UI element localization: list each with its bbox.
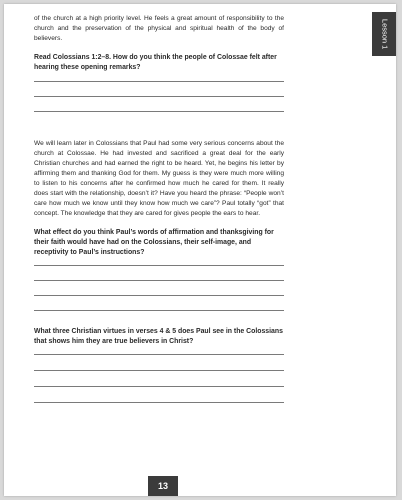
paragraph-intro: of the church at a high priority level. He feels a great amount of responsibility to the church and the preservation of the physical and spiritual health of the body of believers. xyxy=(34,15,284,42)
question-2: What effect do you think Paul’s words of affirmation and thanksgiving for their faith would have had on the Colossians, their self-image, and receptivity to Paul’s instructions? xyxy=(34,229,274,256)
answer-lines-1 xyxy=(34,81,284,112)
answer-line[interactable] xyxy=(34,295,284,296)
question-1: Read Colossians 1:2–8. How do you think the people of Colossae felt after hearing these opening remarks? xyxy=(34,54,277,71)
answer-line[interactable] xyxy=(34,81,284,82)
answer-line[interactable] xyxy=(34,354,284,355)
answer-line[interactable] xyxy=(34,265,284,266)
answer-line[interactable] xyxy=(34,280,284,281)
answer-line[interactable] xyxy=(34,370,284,371)
question-3: What three Christian virtues in verses 4 & 5 does Paul see in the Colossians that shows him they are true believers in Christ? xyxy=(34,328,283,345)
page-content xyxy=(34,14,284,403)
answer-line[interactable] xyxy=(34,386,284,387)
answer-line[interactable] xyxy=(34,310,284,311)
paragraph-main: We will learn later in Colossians that Paul had some very serious concerns about the church at Colossae. He had invested and sacrificed a great deal for the early Christian churches and had earned the right to be heard. Yet, he begins his letter by affirming them and thanking God for them. My guess is they were much more willing to listen to his concerns after he confirmed how much he cared for them. It really does start with the relationship, doesn’t it? Have you heard the phrase: “People won’t care how much we know until they know how much we care”? Paul totally “got” that concept. The knowledge that they are cared for gives people the ears to hear. xyxy=(34,140,284,217)
answer-line[interactable] xyxy=(34,111,284,112)
page-number: 13 xyxy=(148,476,178,496)
answer-line[interactable] xyxy=(34,402,284,403)
lesson-tab xyxy=(372,12,396,56)
answer-lines-2 xyxy=(34,265,284,311)
workbook-page xyxy=(4,4,396,496)
answer-line[interactable] xyxy=(34,96,284,97)
lesson-tab-label: Lesson 1 xyxy=(380,18,390,50)
answer-lines-3 xyxy=(34,354,284,403)
